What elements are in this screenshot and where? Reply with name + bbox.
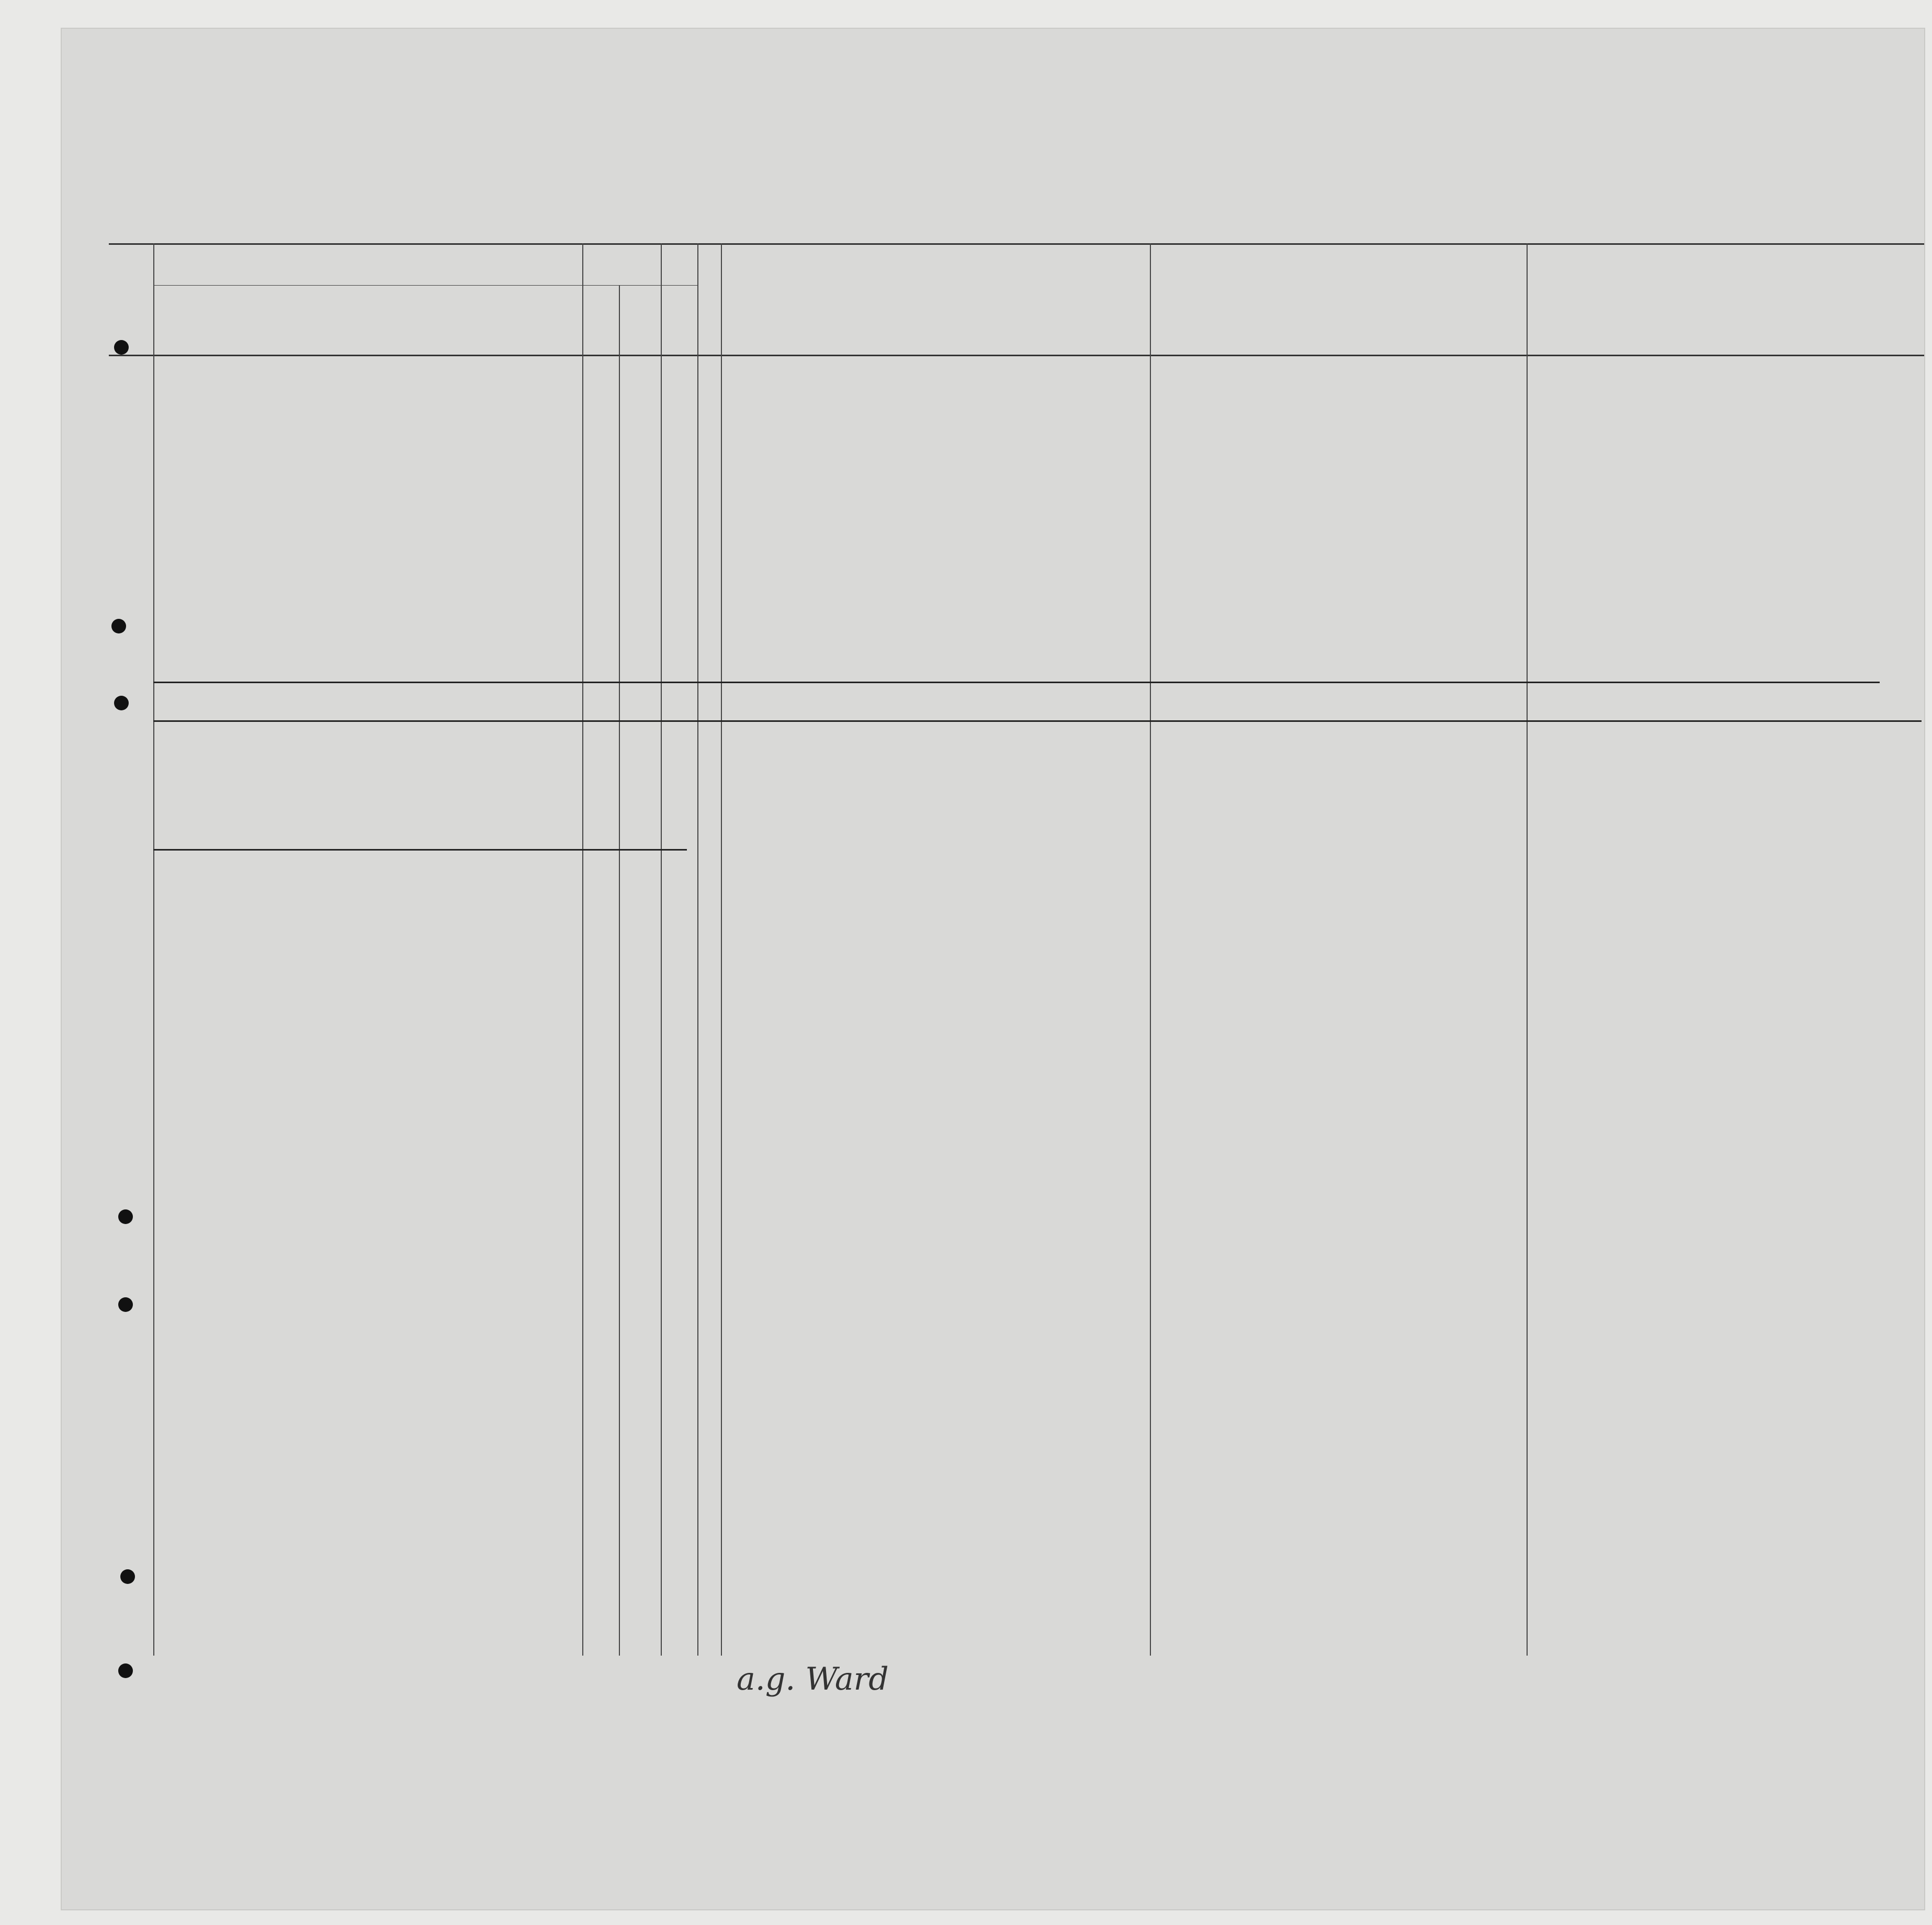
manifest-page bbox=[62, 29, 1924, 1909]
punch-hole bbox=[114, 340, 129, 355]
punch-hole bbox=[118, 1297, 133, 1312]
punch-hole bbox=[118, 1209, 133, 1224]
table-header bbox=[109, 243, 1924, 356]
punch-hole bbox=[111, 619, 126, 633]
strike-line-13 bbox=[153, 849, 687, 851]
punch-hole bbox=[118, 1663, 133, 1678]
purser-signature: a.g. Ward bbox=[737, 1661, 889, 1697]
strike-line-9 bbox=[153, 682, 1880, 683]
strike-line-10 bbox=[153, 720, 1922, 722]
punch-hole bbox=[114, 696, 129, 710]
punch-hole bbox=[120, 1569, 135, 1584]
